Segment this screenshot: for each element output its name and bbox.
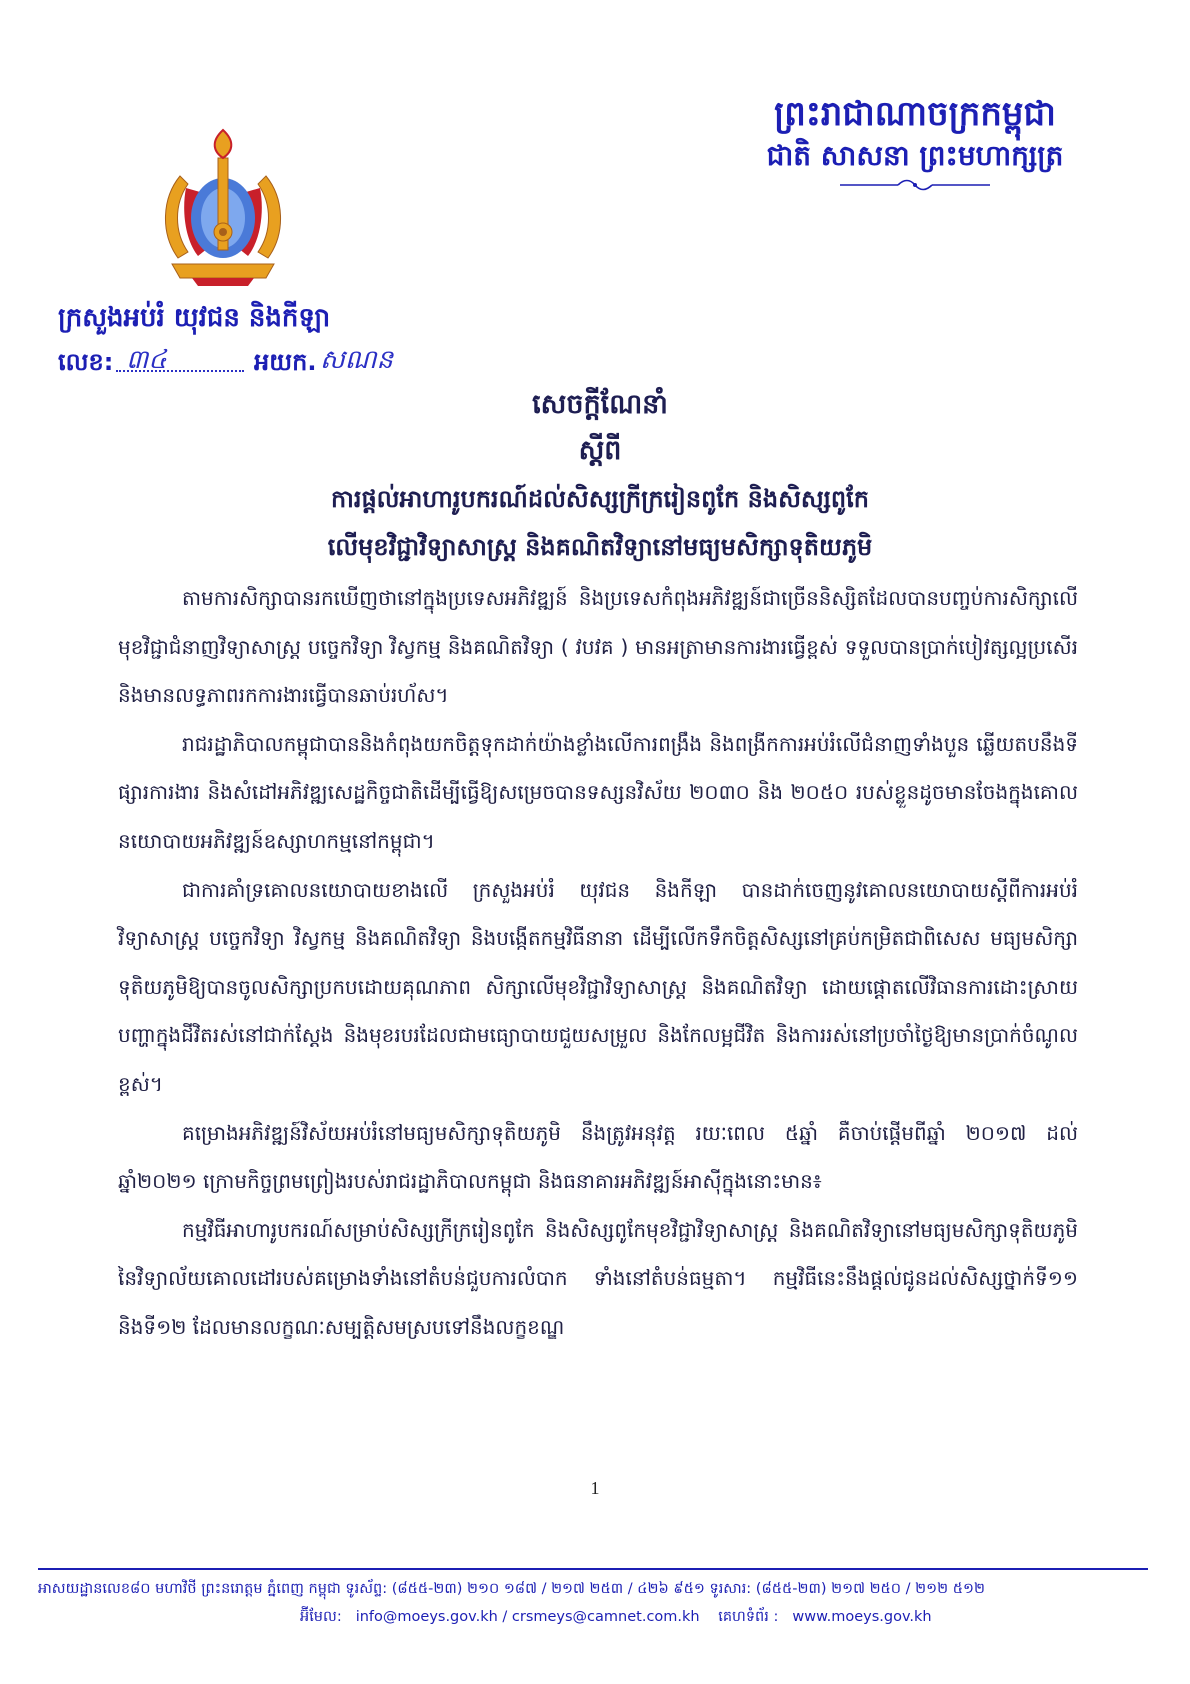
- kingdom-name: ព្រះរាជាណាចក្រកម្ពុជា: [774, 94, 1056, 134]
- tacteng-ornament-icon: [840, 178, 990, 192]
- paragraph: តាមការសិក្សាបានរកឃើញថានៅក្នុងប្រទេសអភិវឌ្ឍន៍ និងប្រទេសកំពុងអភិវឌ្ឍន៍ជាច្រើននិស្សិតដែលបានបញ្ចប់ការសិក្សាលើមុខវិជ្ជាជំនាញវិទ្យាសាស្ត្រ បច្ចេកវិទ្យា វិស្វកម្ម និងគណិតវិទ្យា ( វបវគ ) មានអត្រាមានការងារធ្វើខ្ពស់ ទទួលបានប្រាក់បៀវត្សល្អប្រសើរ និងមានលទ្ធភាពរកការងារធ្វើបានឆាប់រហ័ស។: [118, 586, 1078, 708]
- paragraph: រាជរដ្ឋាភិបាលកម្ពុជាបាននិងកំពុងយកចិត្តទុកដាក់យ៉ាងខ្លាំងលើការពង្រឹង និងពង្រីកការអប់រំលើជំនាញទាំងបួន ឆ្លើយតបនឹងទីផ្សារការងារ និងសំដៅអភិវឌ្ឍសេដ្ឋកិច្ចជាតិដើម្បីធ្វើឱ្យសម្រេចបានទស្សនវិស័យ ២០៣០ និង ២០៥០ របស់ខ្លួនដូចមានចែងក្នុងគោលនយោបាយអភិវឌ្ឍន៍ឧស្សាហកម្មនៅកម្ពុជា។: [118, 731, 1078, 853]
- footer-contact: [300, 1606, 1060, 1628]
- footer-address: អាសយដ្ឋានលេខ៨០ មហាវិថី ព្រះនរោត្តម ភ្នំពេញ កម្ពុជា ទូរស័ព្ទ: (៨៥៥-២៣) ២១០ ១៨៧ / ២១៧ ២៥៣ / ៤២៦ ៩៥១ ទូរសារ: (៨៥៥-២៣) ២១៧ ២៥០ / ២១២ ៥១២: [38, 1581, 985, 1597]
- website-link[interactable]: www.moeys.gov.kh: [792, 1609, 932, 1625]
- kingdom-header: [730, 92, 1100, 192]
- paragraph: គម្រោងអភិវឌ្ឍន៍វិស័យអប់រំនៅមធ្យមសិក្សាទុតិយភូមិ នឹងត្រូវអនុវត្ត រយៈពេល ៥ឆ្នាំ គឺចាប់ផ្តើមពីឆ្នាំ ២០១៧ ដល់ ឆ្នាំ២០២១ ក្រោមកិច្ចព្រមព្រៀងរបស់រាជរដ្ឋាភិបាលកម្ពុជា និងធនាគារអភិវឌ្ឍន៍អាស៊ីក្នុងនោះមាន៖: [118, 1120, 1078, 1194]
- ministry-emblem-icon: [158, 128, 288, 288]
- email-label: អ៊ីមែល:: [300, 1609, 342, 1625]
- subject-line-2: លើមុខវិជ្ជាវិទ្យាសាស្ត្រ និងគណិតវិទ្យានៅមធ្យមសិក្សាទុតិយភូមិ: [327, 533, 873, 561]
- paragraph: កម្មវិធីអាហារូបករណ៍សម្រាប់សិស្សក្រីក្ររៀនពូកែ និងសិស្សពូកែមុខវិជ្ជាវិទ្យាសាស្ត្រ និងគណិតវិទ្យានៅមធ្យមសិក្សាទុតិយភូមិនៃវិទ្យាល័យគោលដៅរបស់គម្រោងទាំងនៅតំបន់ជួបការលំបាក ទាំងនៅតំបន់ធម្មតា។ កម្មវិធីនេះនឹងផ្តល់ជូនដល់សិស្សថ្នាក់ទី១១ និងទី១២ ដែលមានលក្ខណៈសម្បត្តិសមស្របទៅនឹងលក្ខខណ្ឌ: [118, 1217, 1078, 1339]
- document-type: សេចក្តីណែនាំ: [532, 389, 668, 420]
- reference-number: [58, 344, 478, 380]
- national-motto: ជាតិ សាសនា ព្រះមហាក្សត្រ: [766, 139, 1064, 172]
- number-value: ៣៤: [126, 345, 167, 375]
- office-label: អយក.: [254, 348, 317, 376]
- about-label: ស្តីពី: [578, 435, 622, 466]
- page-number: 1: [590, 1478, 600, 1498]
- website-label: គេហទំព័រ :: [718, 1609, 779, 1625]
- paragraph: ជាការគាំទ្រគោលនយោបាយខាងលើ ក្រសួងអប់រំ យុវជន និងកីឡា បានដាក់ចេញនូវគោលនយោបាយស្តីពីការអប់រំវិទ្យាសាស្ត្រ បច្ចេកវិទ្យា វិស្វកម្ម និងគណិតវិទ្យា និងបង្កើតកម្មវិធីនានា ដើម្បីលើកទឹកចិត្តសិស្សនៅគ្រប់កម្រិតជាពិសេស មធ្យមសិក្សាទុតិយភូមិឱ្យបានចូលសិក្សាប្រកបដោយគុណភាព សិក្សាលើមុខវិជ្ជាវិទ្យាសាស្ត្រ និងគណិតវិទ្យា ដោយផ្តោតលើវិធានការដោះស្រាយបញ្ហាក្នុងជីវិតរស់នៅជាក់ស្តែង និងមុខរបរដែលជាមធ្យោបាយជួយសម្រួល និងកែលម្អជីវិត និងការរស់នៅប្រចាំថ្ងៃឱ្យមានប្រាក់ចំណូលខ្ពស់។: [118, 877, 1078, 1096]
- office-value: សណន: [320, 345, 393, 375]
- ministry-name: ក្រសួងអប់រំ យុវជន និងកីឡា: [58, 303, 331, 333]
- footer-divider: [38, 1568, 1148, 1570]
- number-label: លេខ:: [58, 348, 114, 376]
- document-titles: [150, 382, 1050, 570]
- body-text: [118, 574, 1078, 1352]
- email-links[interactable]: info@moeys.gov.kh / crsmeys@camnet.com.kh: [355, 1609, 700, 1625]
- subject-line-1: ការផ្តល់អាហារូបករណ៍ដល់សិស្សក្រីក្ររៀនពូកែ និងសិស្សពូកែ: [330, 485, 870, 513]
